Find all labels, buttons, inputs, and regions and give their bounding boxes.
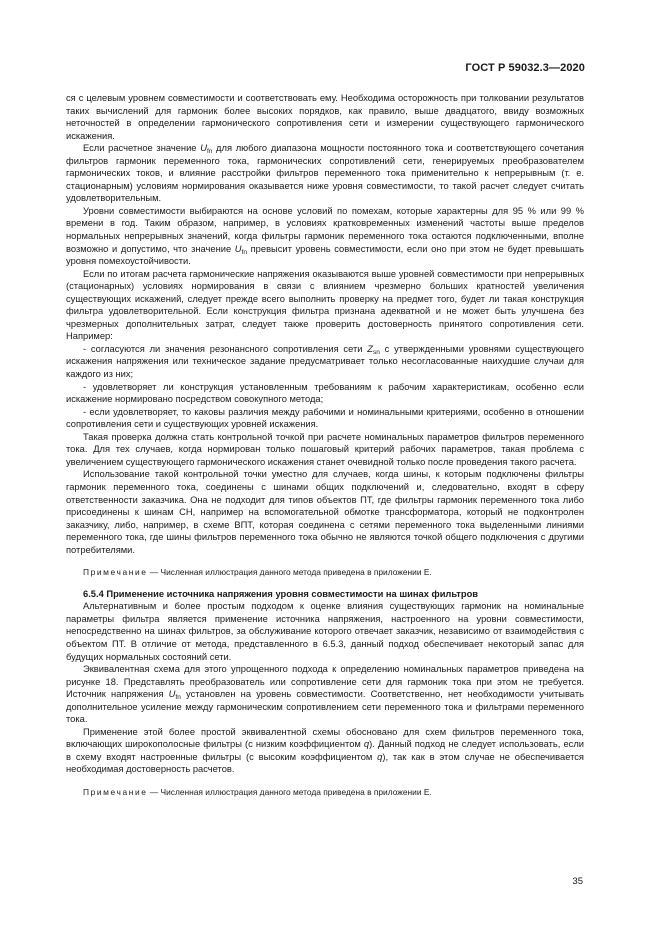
symbol-z: Z: [367, 343, 373, 354]
paragraph: Применение этой более простой эквивалентной схемы обосновано для схем фильтров переменного тока, включающих широкополосные фильтры (с низким коэффициентом q). Данный подход не следует использовать, если в схему входят настроенные фильтры (с высоким коэффициентом q), так как в этом случае не обеспечивается необходимая достоверность расчетов.: [66, 726, 584, 775]
note-label: Примечание: [83, 786, 148, 797]
symbol-u: U: [200, 143, 207, 154]
subscript-sn: sn: [373, 348, 380, 356]
subscript-fn: fn: [206, 148, 213, 156]
note: Примечание — Численная иллюстрация данного метода приведена в приложении Е.: [83, 567, 432, 578]
subscript-fn: fn: [241, 248, 247, 256]
list-item: - если удовлетворяет, то каковы различия между рабочими и номинальными критериями, особенно в отношении сопротивления сети и существующих уровней искажения.: [66, 406, 584, 430]
symbol-q: q: [363, 739, 370, 750]
list-item: - удовлетворяет ли конструкция установленным требованиям к рабочим характеристикам, особенно если искажение нормировано посредством совокупного метода;: [66, 381, 584, 405]
paragraph: Если по итогам расчета гармонические напряжения оказываются выше уровней совместимости при непрерывных (стационарных) условиях нормирования в связи с влиянием чрезмерно больших кратностей увеличения существующих искажений, следует прежде всего выполнить проверку на предмет того, будет ли такая конструкция фильтра удовлетворительной. Если конструкция фильтра признана адекватной и не может быть улучшена без чрезмерных дополнительных затрат, следует также проверить достоверность принятого сопротивления сети. Например:: [66, 268, 584, 342]
page-body: [66, 92, 584, 808]
page-number: 35: [572, 876, 583, 887]
paragraph: Эквивалентная схема для этого упрощенного подхода к определению номинальных параметров приведена на рисунке 18. Представлять преобразователь или сопротивление сети для гармоник тока при этом не требуется. Источник напряжения $U_{fn}$ установлен на уровень совместимости. Соответственно, нет необходимости учитывать дополнительное усиление между гармоническим сопротивлением сети переменного тока и фильтрами переменного тока.: [66, 664, 584, 725]
subscript-fn: fn: [175, 694, 181, 702]
note-label: Примечание: [83, 567, 148, 578]
document-code: ГОСТ Р 59032.3—2020: [465, 62, 585, 74]
paragraph: Использование такой контрольной точки уместно для случаев, когда шины, к которым подключены фильтры гармоник переменного тока, соединены с шинами общих подключений и, следовательно, входят в сферу ответственности заказчика. Она не подходит для типов объектов ПТ, где фильтры гармоник переменного тока либо присоединены к шинам СН, например на вспомогательной обмотке трансформатора, который не подконтролен заказчику, либо, например, в схеме ВПТ, которая соединена с сетями переменного тока выделенными линиями переменного тока, где шины фильтров переменного тока обычно не являются точкой общего подключения с другими потребителями.: [66, 469, 584, 555]
list-item: - согласуются ли значения резонансного сопротивления сети $Z_{sn}$ с утвержденными уровнями существующего искажения напряжения или техническое задание предусматривает только несогласованные наихудшие случаи для каждого из них;: [66, 343, 584, 380]
paragraph: Альтернативным и более простым подходом к оценке влияния существующих гармоник на номинальные параметры фильтра является применение источника напряжения, настроенного на уровни совместимости, непосредственно на шинах фильтров, за обслуживание которого отвечает заказчик, независимо от взаимодействия с объектом ПТ. В отличие от метода, представленного в 6.5.3, данный подход обеспечивает некоторый запас для будущих нормальных состояний сети.: [66, 601, 584, 662]
symbol-u: U: [234, 243, 242, 254]
paragraph: ся с целевым уровнем совместимости и соответствовать ему. Необходима осторожность при толковании результатов таких вычислений для гармоник более высоких порядков, как правило, выше двадцатого, ввиду возможных неточностей в определении гармонического сопротивления сети и измерении существующего гармонического искажения.: [66, 93, 584, 141]
paragraph: Уровни совместимости выбираются на основе условий по помехам, которые характерны для 95 % или 99 % времени в год. Таким образом, например, в условиях кратковременных изменений частоты выше пределов нормальных непрерывных значений, когда фильтры гармоник переменного тока остаются подключенными, вполне возможно и допустимо, что значение $U_{fn}$ превысит уровень совместимости, если оно при этом не будет превышать уровня помехоустойчивости.: [66, 205, 584, 267]
note: Примечание — Численная иллюстрация данного метода приведена в приложении Е.: [83, 786, 432, 797]
paragraph: Если расчетное значение $U_{fn}$ для любого диапазона мощности постоянного тока и соответствующего сочетания фильтров гармоник переменного тока, гармонических сопротивлений сети, генерируемых преобразователем гармонических токов, и влияние расстройки фильтров переменного тока применительно к непрерывным (т. е. стационарным) условиям нормирования оказывается ниже уровня совместимости, то такой расчет следует считать удовлетворительным.: [66, 143, 584, 204]
section-heading: 6.5.4 Применение источника напряжения уровня совместимости на шинах фильтров: [83, 588, 479, 599]
symbol-u: U: [168, 689, 176, 700]
paragraph: Такая проверка должна стать контрольной точкой при расчете номинальных параметров фильтров переменного тока. Для тех случаев, когда нормирован только пошаговый критерий рабочих параметров, такая проблема с увеличением существующего гармонического искажения станет очевидной только после проведения такого расчета.: [66, 431, 584, 467]
symbol-q: q: [377, 751, 383, 762]
